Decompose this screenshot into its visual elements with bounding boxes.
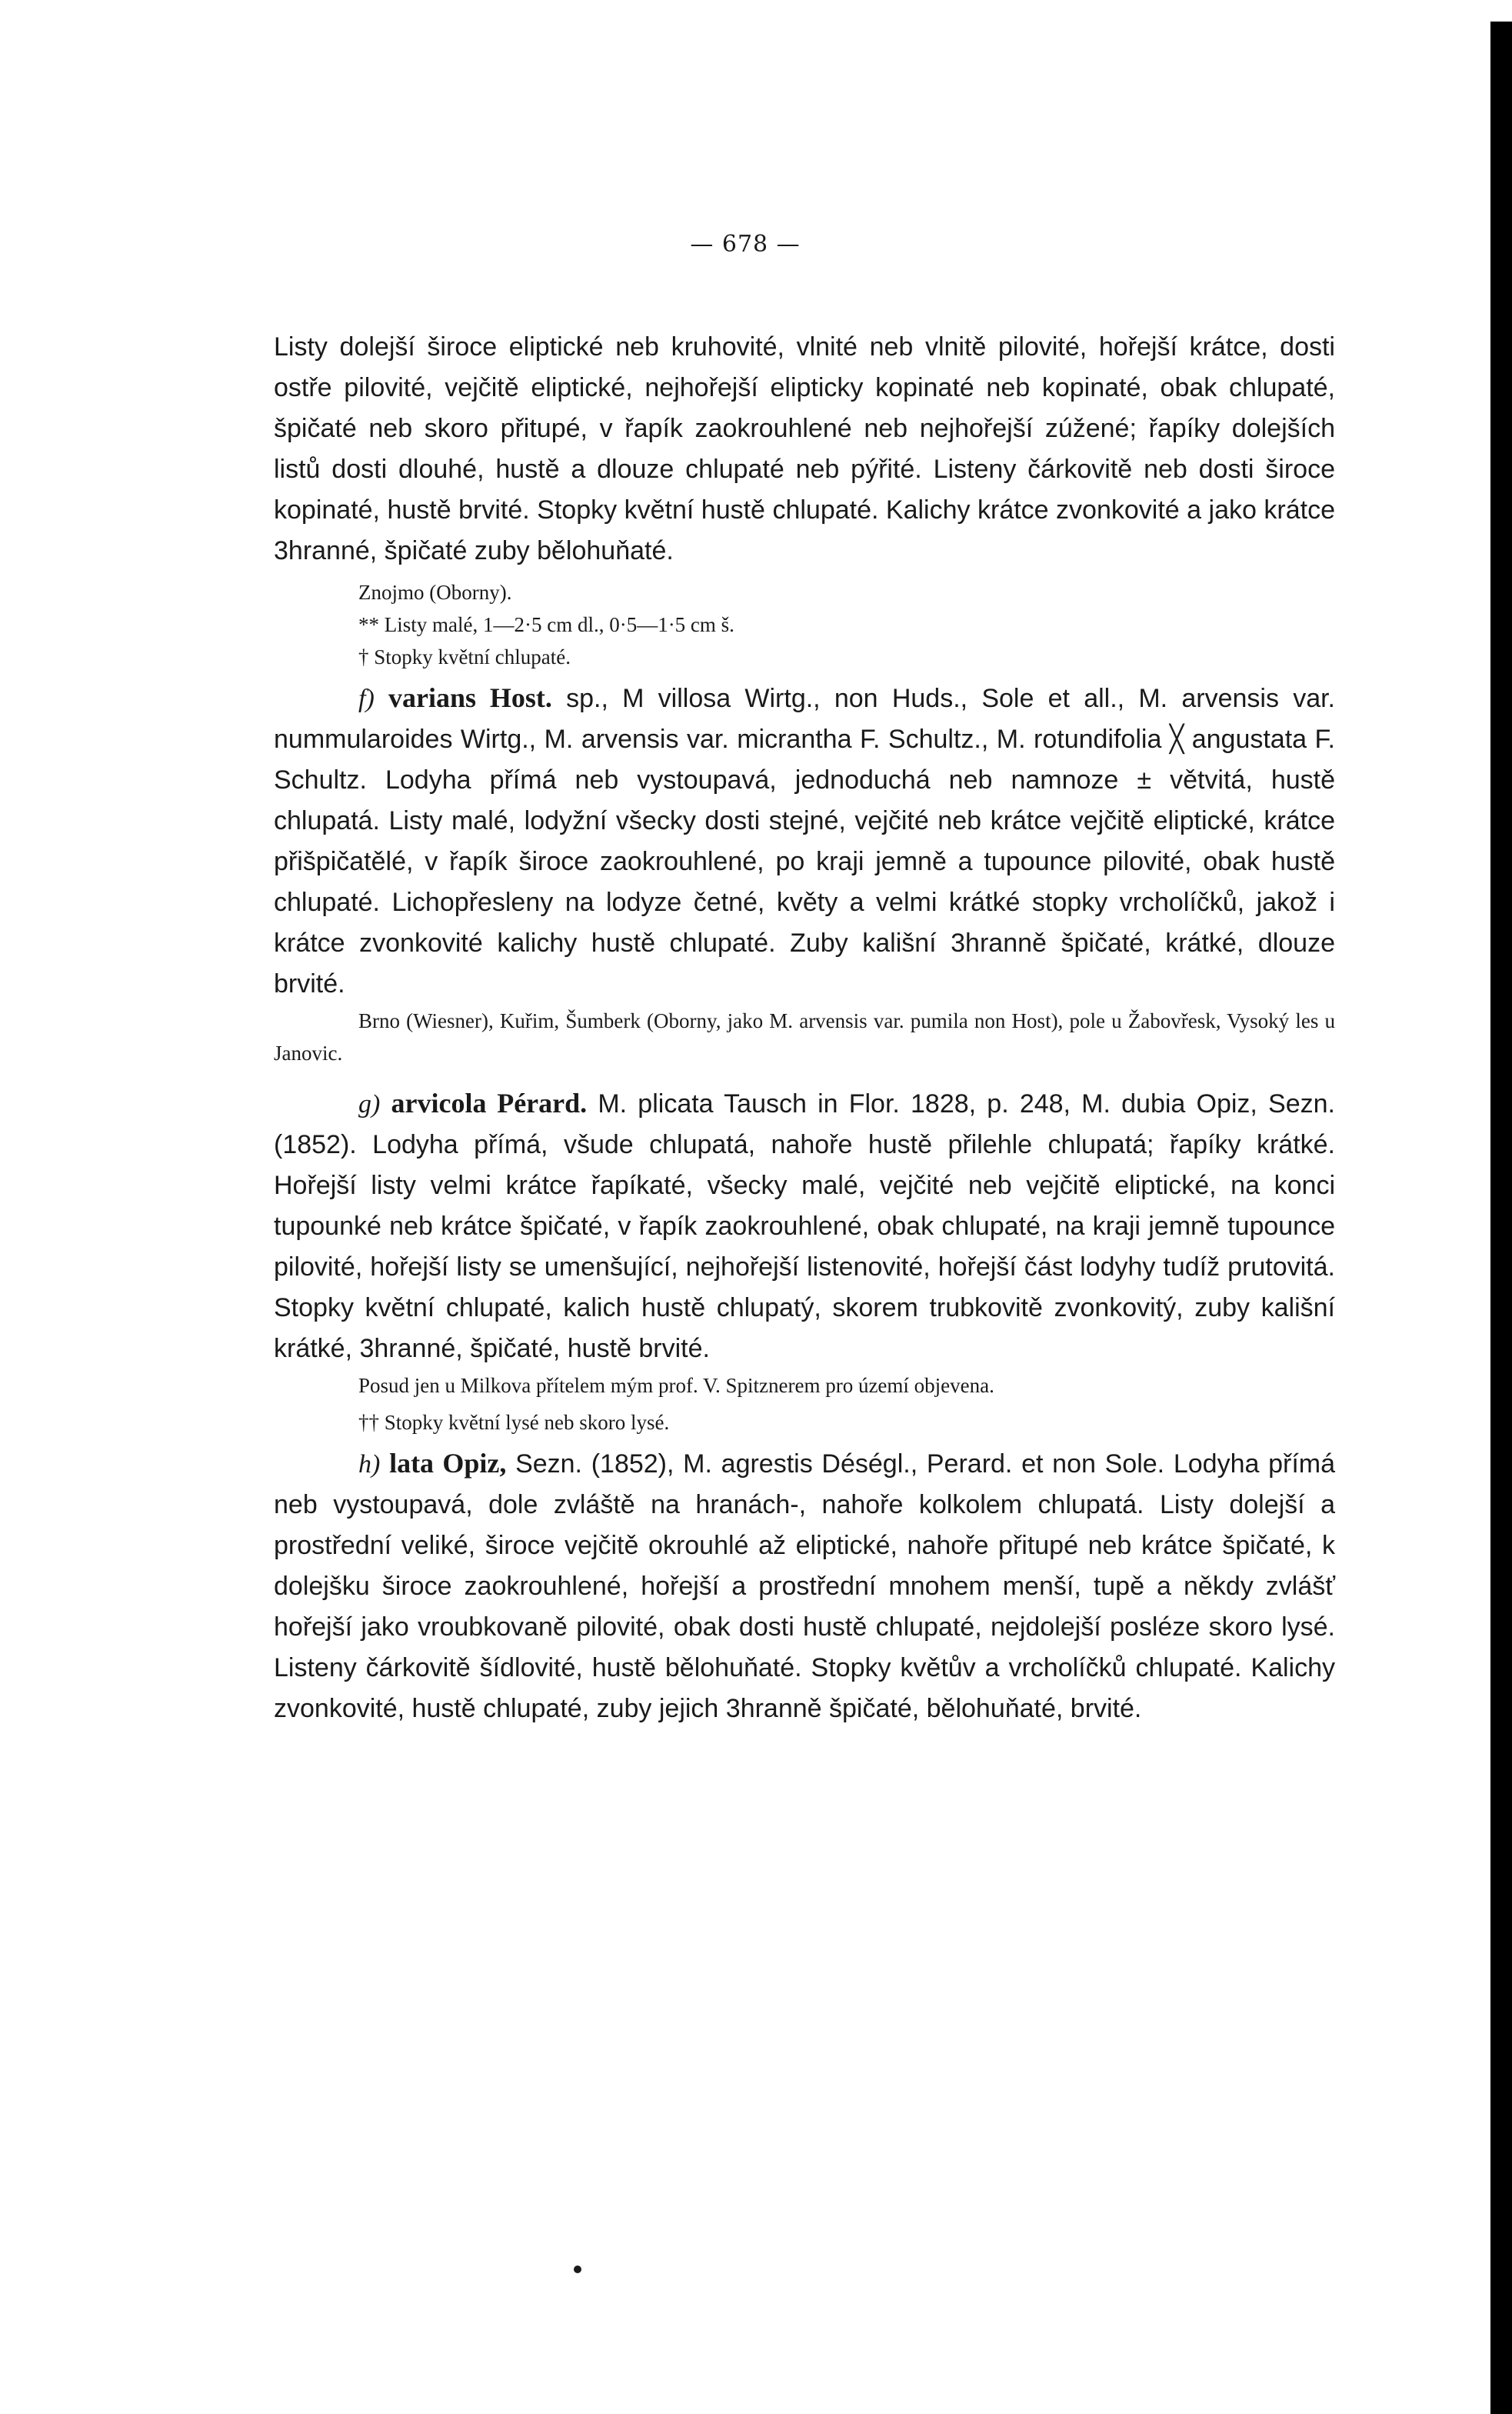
paragraph-varians (274, 678, 1335, 1005)
locality-brno: Brno (Wiesner), Kuřim, Šumberk (Oborny, jako M. arvensis var. pumila non Host), pole u Žabovřesk, Vysoký les u Janovic. (274, 1009, 1335, 1065)
variety-letter-g: g) (358, 1090, 381, 1119)
paragraph-leaf-description: Listy dolejší široce eliptické neb kruhovité, vlnité neb vlnitě pilovité, hořejší krátce, dosti ostře pilovité, vejčitě eliptické, nejhořejší elipticky kopinaté neb kopinaté, obak chlupaté, špičaté neb skoro přitupé, v řapík zaokrouhlené neb nejhořejší zúžené; řapíky dolejších listů dosti dlouhé, hustě a dlouze chlupaté neb pýřité. Listeny čárkovitě neb dosti široce kopinaté, hustě brvité. Stopky květní hustě chlupaté. Kalichy krátce zvonkovité a jako krátce 3hranné, špičaté zuby bělohuňaté. (274, 332, 1335, 565)
locality-znojmo: Znojmo (Oborny). (358, 581, 512, 604)
variety-name-lata: lata Opiz, (389, 1448, 507, 1479)
footnote-stalks-glabrous: †† Stopky květní lysé neb skoro lysé. (358, 1411, 670, 1434)
page-number: — 678 — (690, 231, 801, 258)
variety-name-varians: varians Host. (388, 682, 552, 713)
variety-letter-h: h) (358, 1450, 381, 1479)
locality-milkov: Posud jen u Milkova přítelem mým prof. V. Spitznerem pro území objevena. (358, 1374, 994, 1397)
print-dot (574, 2266, 581, 2273)
variety-text-lata: Sezn. (1852), M. agrestis Déségl., Perard. et non Sole. Lodyha přímá neb vystoupavá, dole zvláště na hranách-, nahoře kolkolem chlupatá. Listy dolejší a prostřední veliké, široce vejčitě okrouhlé až eliptické, nahoře přitupé neb krátce špičaté, k dolejšku široce zaokrouhlené, hořejší a prostřední mnohem menší, tupě a někdy zvlášť hořejší jako vroubkovaně pilovité, obak dosti hustě chlupaté, nejdolejší posléze skoro lysé. Listeny čárkovitě šídlovité, hustě bělohuňaté. Stopky květův a vrcholíčků chlupaté. Kalichy zvonkovité, hustě chlupaté, zuby jejich 3hranně špičaté, bělohuňaté, brvité. (274, 1449, 1336, 1723)
page-body (274, 327, 1335, 1729)
variety-name-arvicola: arvicola Pérard. (391, 1088, 588, 1119)
variety-letter-f: f) (358, 685, 375, 713)
variety-text-varians: sp., M villosa Wirtg., non Huds., Sole et all., M. arvensis var. nummularoides Wirtg., M. arvensis var. micrantha F. Schultz., M. rotundifolia ╳ angustata F. Schultz. Lodyha přímá neb vystoupavá, jednoduchá neb namnoze ± větvitá, hustě chlupatá. Listy malé, lodyžní všecky dosti stejné, vejčité neb krátce vejčitě eliptické, krátce přišpičatělé, v řapík široce zaokrouhlené, po kraji jemně a tupounce pilovité, obak hustě chlupaté. Lichopřesleny na lodyze četné, květy a velmi krátké stopky vrcholíčků, jakož i krátce zvonkovité kalichy hustě chlupaté. Zuby kališní 3hranně špičaté, krátké, dlouze brvité. (274, 684, 1336, 999)
paragraph-arvicola (274, 1083, 1335, 1369)
footnote-leaves: ** Listy malé, 1—2·5 cm dl., 0·5—1·5 cm š. (358, 613, 734, 636)
footnote-stalks-hairy: † Stopky květní chlupaté. (358, 645, 571, 669)
scan-corner (1489, 0, 1512, 22)
paragraph-lata (274, 1443, 1335, 1729)
scan-edge (1490, 0, 1512, 2414)
variety-text-arvicola: M. plicata Tausch in Flor. 1828, p. 248, M. dubia Opiz, Sezn. (1852). Lodyha přímá, všude chlupatá, nahoře hustě přilehle chlupatá; řapíky krátké. Hořejší listy velmi krátce řapíkaté, všecky malé, vejčité neb vejčitě eliptické, na konci tupounké neb krátce špičaté, v řapík zaokrouhlené, obak chlupaté, na kraji jemně tupounce pilovité, hořejší listy se umenšující, nejhořejší listenovité, hořejší část lodyhy tudíž prutovitá. Stopky květní chlupaté, kalich hustě chlupatý, skorem trubkovitě zvonkovitý, zuby kališní krátké, 3hranné, špičaté, hustě brvité. (274, 1089, 1335, 1363)
